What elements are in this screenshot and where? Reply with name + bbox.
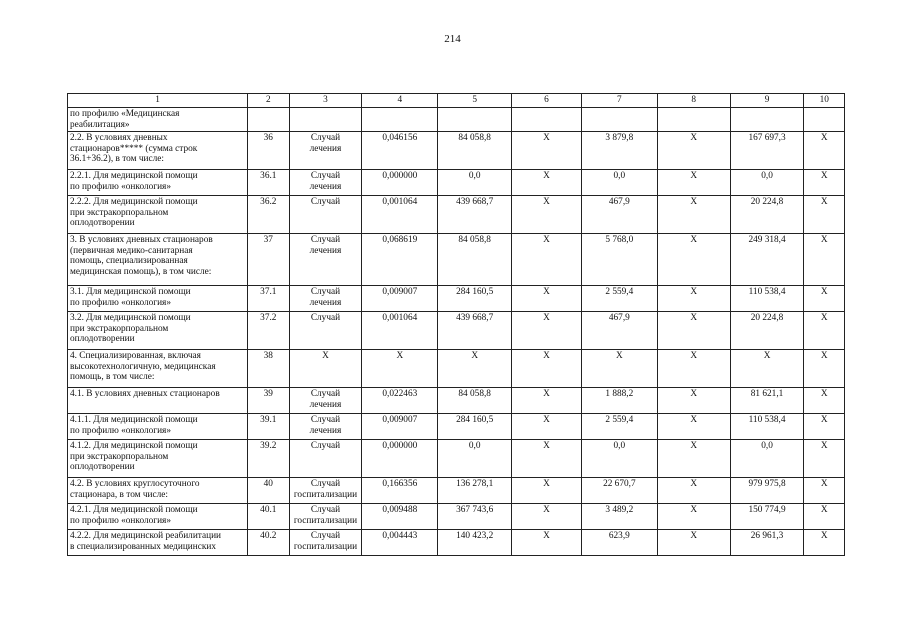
row-value-cell-col9: 0,0 [730,170,804,196]
row-code-cell: 37.2 [248,312,289,350]
row-value-cell-col4: 0,001064 [362,196,438,234]
row-name-line: 3. В условиях дневных стационаров [70,235,213,245]
row-value-cell-col6: X [512,234,582,286]
row-name-line: при экстракорпоральном [70,451,169,462]
row-value-cell-col4: X [362,350,438,388]
row-name-line: оплодотворении [70,462,135,473]
row-value-cell-col4: 0,009007 [362,414,438,440]
row-value-cell-col6: X [512,388,582,414]
row-unit-line: X [322,351,329,361]
row-unit-cell [289,440,362,478]
row-name-line: по профилю «онкология» [70,181,171,192]
row-value-cell-col9: 0,0 [730,440,804,478]
row-value-cell-col6: X [512,286,582,312]
row-value-cell-col5 [438,108,512,132]
row-value-cell-col9: 150 774,9 [730,504,804,530]
row-code-cell: 36.1 [248,170,289,196]
row-unit-line: Случай [310,441,341,451]
row-value-cell-col6: X [512,170,582,196]
row-name-line: 4.2.1. Для медицинской помощи [70,505,198,515]
row-unit-line: Случай [310,235,341,245]
row-value-cell-col10: X [804,132,845,170]
row-unit-cell [289,530,362,556]
row-value-cell-col6: X [512,196,582,234]
row-unit-line: Случай [310,505,341,515]
row-code-cell: 37.1 [248,286,289,312]
row-name-cell [68,312,248,350]
row-name-line: по профилю «онкология» [70,297,171,308]
row-unit-cell [289,414,362,440]
row-code-cell: 40.2 [248,530,289,556]
row-name-line: по профилю «онкология» [70,425,171,436]
row-value-cell-col4: 0,001064 [362,312,438,350]
row-name-line: при экстракорпоральном [70,323,169,334]
row-value-cell-col4 [362,108,438,132]
row-value-cell-col10: X [804,414,845,440]
row-value-cell-col5: 84 058,8 [438,388,512,414]
row-code-cell: 39.1 [248,414,289,440]
row-code-cell [248,108,289,132]
row-unit-line: Случай [310,313,341,323]
row-value-cell-col7: 623,9 [581,530,657,556]
row-value-cell-col10: X [804,170,845,196]
row-code-cell: 36 [248,132,289,170]
row-unit-line: лечения [309,143,342,154]
row-name-line: оплодотворении [70,334,135,345]
table-header-row [68,94,845,108]
row-name-line: 3.2. Для медицинской помощи [70,313,191,323]
row-name-cell [68,350,248,388]
row-unit-line: Случай [310,197,341,207]
row-code-cell: 38 [248,350,289,388]
header-cell-1: 1 [68,94,248,108]
row-name-line: 4.2. В условиях круглосуточного [70,479,200,489]
row-value-cell-col10: X [804,440,845,478]
page-number: 214 [444,33,461,45]
row-unit-line: лечения [309,297,342,308]
row-value-cell-col8: X [657,414,730,440]
header-cell-8: 8 [657,94,730,108]
row-value-cell-col7: 1 888,2 [581,388,657,414]
row-value-cell-col4: 0,046156 [362,132,438,170]
row-value-cell-col8: X [657,196,730,234]
row-name-line: 3.1. Для медицинской помощи [70,287,191,297]
row-value-cell-col8: X [657,530,730,556]
header-cell-3: 3 [289,94,362,108]
row-name-cell [68,478,248,504]
row-value-cell-col4: 0,166356 [362,478,438,504]
row-unit-line: лечения [309,425,342,436]
row-unit-line: госпитализации [293,489,358,500]
row-name-cell [68,196,248,234]
row-value-cell-col9: 26 961,3 [730,530,804,556]
row-value-cell-col4: 0,068619 [362,234,438,286]
row-value-cell-col4: 0,000000 [362,170,438,196]
row-code-cell: 39 [248,388,289,414]
row-value-cell-col8: X [657,478,730,504]
row-value-cell-col7: X [581,350,657,388]
row-name-cell [68,504,248,530]
row-name-line: медицинская помощь), в том числе: [70,266,212,277]
row-name-line: по профилю «Медицинская [70,109,180,119]
row-value-cell-col10: X [804,312,845,350]
row-value-cell-col7: 0,0 [581,440,657,478]
row-value-cell-col5: 284 160,5 [438,286,512,312]
row-unit-line: Случай [310,479,341,489]
row-value-cell-col6: X [512,414,582,440]
row-unit-cell [289,312,362,350]
row-value-cell-col6: X [512,478,582,504]
row-unit-cell [289,478,362,504]
row-unit-line: Случай [310,531,341,541]
row-value-cell-col5: 84 058,8 [438,132,512,170]
row-value-cell-col6 [512,108,582,132]
row-value-cell-col10: X [804,350,845,388]
row-name-line: 4.1. В условиях дневных стационаров [70,389,220,399]
row-name-line: стационара, в том числе: [70,489,169,500]
row-unit-line: Случай [310,171,341,181]
data-table [67,93,845,556]
row-value-cell-col7: 22 670,7 [581,478,657,504]
row-value-cell-col5: 140 423,2 [438,530,512,556]
row-name-line: 4. Специализированная, включая [70,351,201,361]
table-row [68,350,845,388]
table-row [68,478,845,504]
row-value-cell-col8: X [657,440,730,478]
row-value-cell-col8 [657,108,730,132]
row-value-cell-col5: 136 278,1 [438,478,512,504]
row-value-cell-col5: 0,0 [438,440,512,478]
row-name-line: оплодотворении [70,218,135,229]
row-value-cell-col9: 110 538,4 [730,414,804,440]
row-code-cell: 39.2 [248,440,289,478]
row-unit-line: госпитализации [293,541,358,552]
row-value-cell-col5: 0,0 [438,170,512,196]
row-value-cell-col6: X [512,132,582,170]
row-value-cell-col9: 167 697,3 [730,132,804,170]
row-name-cell [68,530,248,556]
row-unit-cell [289,388,362,414]
row-unit-cell [289,132,362,170]
header-cell-10: 10 [804,94,845,108]
row-value-cell-col9: 979 975,8 [730,478,804,504]
row-name-line: в специализированных медицинских [70,541,217,552]
row-unit-cell [289,286,362,312]
header-cell-4: 4 [362,94,438,108]
row-name-line: помощь, специализированная [70,256,188,267]
row-value-cell-col8: X [657,504,730,530]
row-value-cell-col5: 439 668,7 [438,312,512,350]
row-unit-line: госпитализации [293,515,358,526]
row-name-line: 4.1.2. Для медицинской помощи [70,441,198,451]
row-value-cell-col6: X [512,504,582,530]
row-name-cell [68,108,248,132]
header-cell-6: 6 [512,94,582,108]
row-name-line: (первичная медико-санитарная [70,245,193,256]
row-value-cell-col7: 467,9 [581,196,657,234]
row-value-cell-col8: X [657,312,730,350]
row-value-cell-col7: 3 879,8 [581,132,657,170]
row-value-cell-col5: 284 160,5 [438,414,512,440]
row-unit-cell [289,196,362,234]
header-cell-9: 9 [730,94,804,108]
table-row [68,132,845,170]
row-name-cell [68,170,248,196]
table-row [68,108,845,132]
row-code-cell: 40.1 [248,504,289,530]
row-name-line: при экстракорпоральном [70,207,169,218]
table-row [68,530,845,556]
row-unit-line: Случай [310,389,341,399]
row-value-cell-col9: X [730,350,804,388]
table-row [68,196,845,234]
row-name-line: 4.1.1. Для медицинской помощи [70,415,198,425]
row-value-cell-col10: X [804,286,845,312]
row-unit-cell [289,108,362,132]
row-value-cell-col8: X [657,388,730,414]
row-value-cell-col5: 439 668,7 [438,196,512,234]
table-row [68,388,845,414]
row-value-cell-col7 [581,108,657,132]
row-unit-cell [289,504,362,530]
table-row [68,312,845,350]
row-name-line: 2.2.2. Для медицинской помощи [70,197,198,207]
row-value-cell-col8: X [657,234,730,286]
table-row [68,170,845,196]
row-unit-cell [289,170,362,196]
row-unit-line: Случай [310,415,341,425]
row-value-cell-col4: 0,022463 [362,388,438,414]
row-value-cell-col5: X [438,350,512,388]
table-row [68,414,845,440]
row-unit-cell [289,350,362,388]
row-value-cell-col4: 0,009007 [362,286,438,312]
header-cell-7: 7 [581,94,657,108]
row-name-line: помощь, в том числе: [70,372,155,383]
row-value-cell-col10 [804,108,845,132]
row-code-cell: 37 [248,234,289,286]
table-row [68,504,845,530]
row-value-cell-col7: 2 559,4 [581,286,657,312]
row-value-cell-col10: X [804,478,845,504]
header-cell-5: 5 [438,94,512,108]
row-name-line: высокотехнологичную, медицинская [70,361,216,372]
row-value-cell-col7: 5 768,0 [581,234,657,286]
table-row [68,286,845,312]
row-code-cell: 40 [248,478,289,504]
row-value-cell-col10: X [804,234,845,286]
row-name-line: 2.2.1. Для медицинской помощи [70,171,198,181]
row-name-cell [68,132,248,170]
row-value-cell-col4: 0,000000 [362,440,438,478]
row-name-cell [68,414,248,440]
header-cell-2: 2 [248,94,289,108]
row-name-cell [68,286,248,312]
row-value-cell-col5: 367 743,6 [438,504,512,530]
row-value-cell-col6: X [512,312,582,350]
row-value-cell-col4: 0,009488 [362,504,438,530]
row-value-cell-col6: X [512,530,582,556]
row-value-cell-col9: 20 224,8 [730,312,804,350]
row-value-cell-col7: 2 559,4 [581,414,657,440]
row-value-cell-col8: X [657,350,730,388]
row-name-line: 2.2. В условиях дневных [70,133,168,143]
row-unit-line: Случай [310,287,341,297]
row-value-cell-col6: X [512,440,582,478]
row-value-cell-col9: 110 538,4 [730,286,804,312]
row-unit-line: лечения [309,399,342,410]
row-value-cell-col8: X [657,170,730,196]
row-value-cell-col10: X [804,530,845,556]
row-name-line: по профилю «онкология» [70,515,171,526]
row-unit-line: лечения [309,181,342,192]
table-row [68,234,845,286]
row-name-cell [68,388,248,414]
row-value-cell-col9: 81 621,1 [730,388,804,414]
row-name-line: 36.1+36.2), в том числе: [70,154,164,165]
row-unit-line: лечения [309,245,342,256]
row-value-cell-col8: X [657,132,730,170]
row-value-cell-col10: X [804,388,845,414]
row-value-cell-col7: 467,9 [581,312,657,350]
row-name-line: 4.2.2. Для медицинской реабилитации [70,531,222,541]
row-value-cell-col10: X [804,196,845,234]
row-unit-line: Случай [310,133,341,143]
row-value-cell-col9: 249 318,4 [730,234,804,286]
row-code-cell: 36.2 [248,196,289,234]
row-value-cell-col9: 20 224,8 [730,196,804,234]
row-value-cell-col7: 0,0 [581,170,657,196]
row-name-cell [68,440,248,478]
row-value-cell-col4: 0,004443 [362,530,438,556]
row-value-cell-col10: X [804,504,845,530]
table-row [68,440,845,478]
row-value-cell-col8: X [657,286,730,312]
row-value-cell-col7: 3 489,2 [581,504,657,530]
row-name-cell [68,234,248,286]
row-name-line: стационаров***** (сумма строк [70,143,198,154]
row-unit-cell [289,234,362,286]
row-name-line: реабилитация» [70,119,130,130]
row-value-cell-col9 [730,108,804,132]
row-value-cell-col5: 84 058,8 [438,234,512,286]
row-value-cell-col6: X [512,350,582,388]
